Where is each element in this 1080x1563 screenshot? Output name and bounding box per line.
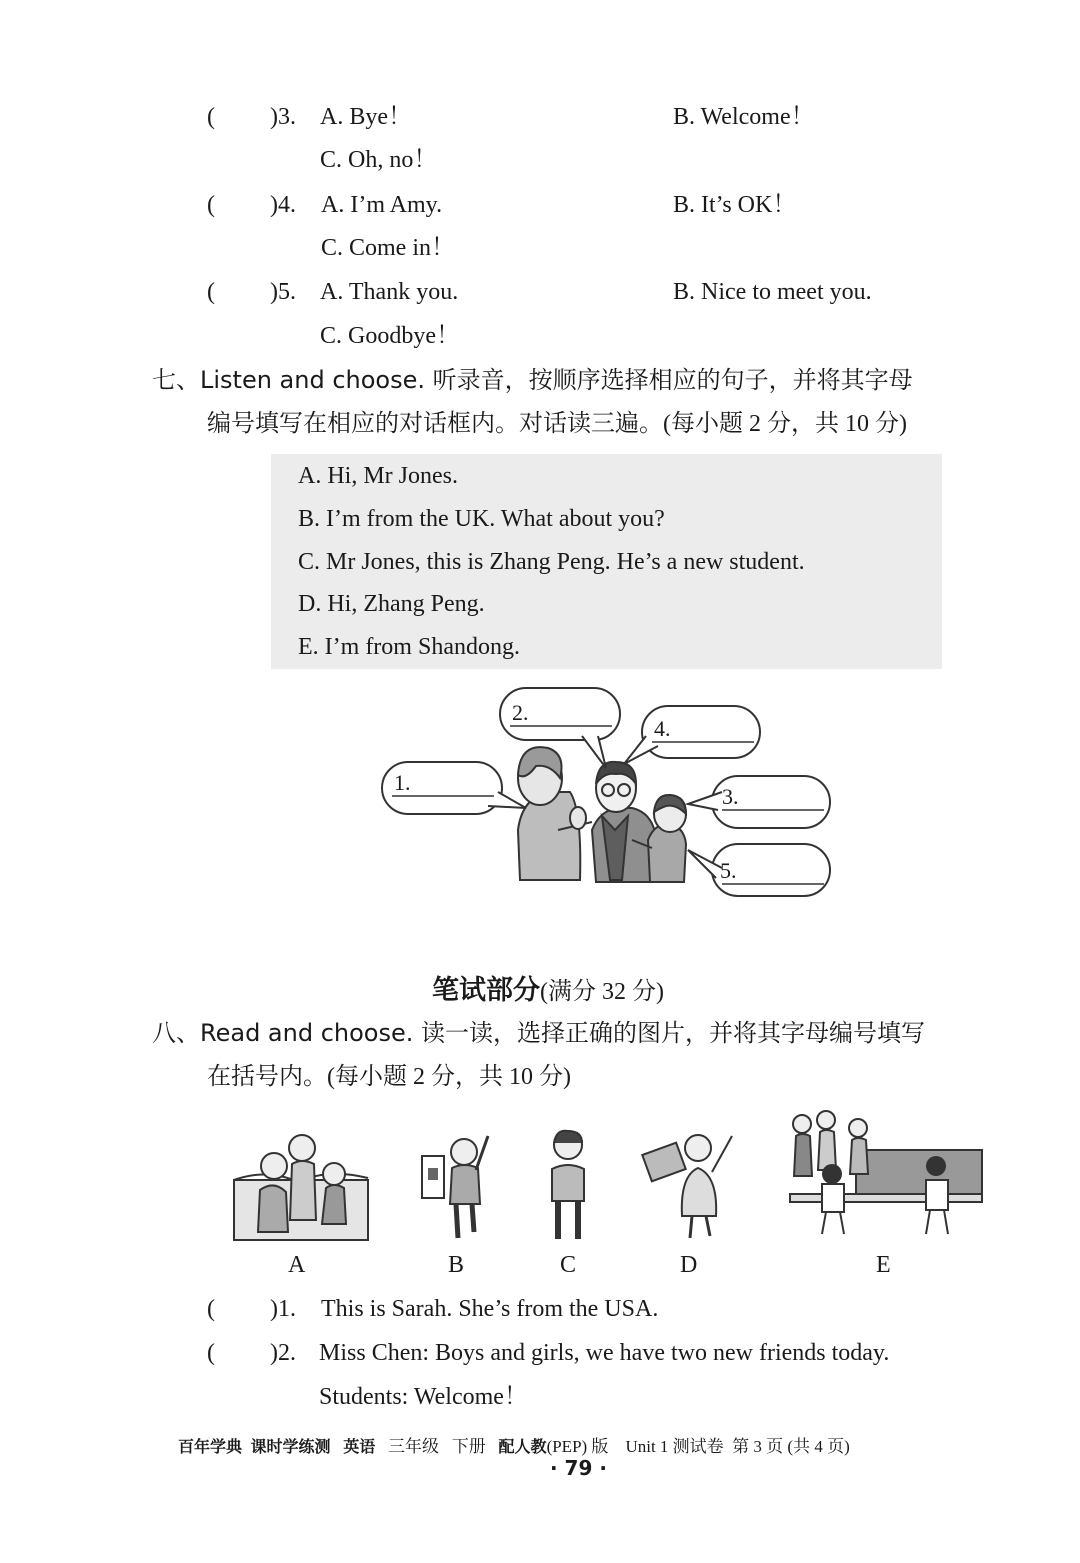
answer-paren-s8-q2[interactable]: ( bbox=[207, 1340, 215, 1366]
section8-heading-line1: 八、Read and choose. 读一读，选择正确的图片，并将其字母编号填写 bbox=[152, 1019, 926, 1047]
s8-q1-number: )1. bbox=[270, 1296, 296, 1322]
speech-bubble-3[interactable] bbox=[688, 776, 830, 828]
bubble-4-label: 4. bbox=[654, 716, 671, 741]
q5-number: )5. bbox=[270, 279, 296, 305]
speech-bubble-2[interactable] bbox=[500, 688, 620, 768]
footer-brand: 百年学典 bbox=[178, 1437, 243, 1456]
picture-label-d: D bbox=[680, 1252, 698, 1278]
footer-grade: 三年级 bbox=[388, 1437, 440, 1456]
s8-q1-text: This is Sarah. She’s from the USA. bbox=[321, 1296, 659, 1322]
speech-bubble-5[interactable] bbox=[688, 844, 830, 896]
answer-paren-q3[interactable]: ( bbox=[207, 104, 215, 130]
man-figure bbox=[592, 762, 655, 882]
q5-option-a: A. Thank you. bbox=[320, 279, 459, 305]
section7-option-b: B. I’m from the UK. What about you? bbox=[298, 506, 665, 532]
q3-number: )3. bbox=[270, 104, 296, 130]
bubble-2-label: 2. bbox=[512, 700, 529, 725]
section7-option-e: E. I’m from Shandong. bbox=[298, 634, 520, 660]
dialogue-illustration bbox=[370, 680, 850, 900]
q4-option-c: C. Come in！ bbox=[321, 235, 456, 261]
section8-points: (每小题 2 分，共 10 分) bbox=[327, 1064, 571, 1090]
written-part-title: 笔试部分(满分 32 分) bbox=[432, 975, 664, 1006]
picture-a[interactable] bbox=[228, 1120, 373, 1245]
page-number: · 79 · bbox=[550, 1456, 607, 1480]
picture-c[interactable] bbox=[540, 1125, 600, 1245]
footer-edition: (PEP) 版 bbox=[546, 1437, 609, 1456]
section7-option-c: C. Mr Jones, this is Zhang Peng. He’s a new student. bbox=[298, 549, 805, 575]
picture-d[interactable] bbox=[640, 1120, 740, 1245]
q3-option-a: A. Bye！ bbox=[320, 104, 412, 130]
section7-option-d: D. Hi, Zhang Peng. bbox=[298, 591, 485, 617]
section7-points: (每小题 2 分，共 10 分) bbox=[663, 411, 907, 437]
picture-label-a: A bbox=[288, 1252, 306, 1278]
bubble-3-label: 3. bbox=[722, 784, 739, 809]
q3-option-b: B. Welcome！ bbox=[673, 104, 815, 130]
answer-paren-q5[interactable]: ( bbox=[207, 279, 215, 305]
picture-b[interactable] bbox=[420, 1120, 500, 1245]
q5-option-c: C. Goodbye！ bbox=[320, 323, 460, 349]
footer bbox=[178, 1432, 850, 1457]
q5-option-b: B. Nice to meet you. bbox=[673, 279, 872, 305]
section7-heading-line1: 七、Listen and choose. 听录音，按顺序选择相应的句子，并将其字母 bbox=[152, 366, 913, 394]
footer-edition-prefix: 配人教 bbox=[498, 1437, 547, 1456]
section7-heading-line2: 编号填写在相应的对话框内。对话读三遍。(每小题 2 分，共 10 分) bbox=[207, 409, 907, 437]
bubble-5-label: 5. bbox=[720, 858, 737, 883]
teacher-figure bbox=[518, 747, 592, 880]
footer-unit: Unit 1 测试卷 bbox=[625, 1437, 724, 1456]
footer-series: 课时学练测 bbox=[250, 1437, 331, 1456]
answer-paren-s8-q1[interactable]: ( bbox=[207, 1296, 215, 1322]
footer-volume: 下册 bbox=[451, 1437, 486, 1456]
q4-number: )4. bbox=[270, 192, 296, 218]
footer-subject: 英语 bbox=[343, 1437, 376, 1456]
footer-page-info: 第 3 页 (共 4 页) bbox=[732, 1437, 850, 1456]
picture-label-b: B bbox=[448, 1252, 465, 1278]
bubble-1-label: 1. bbox=[394, 770, 411, 795]
section7-option-a: A. Hi, Mr Jones. bbox=[298, 463, 458, 489]
written-part-subtitle: (满分 32 分) bbox=[540, 979, 664, 1005]
speech-bubble-4[interactable] bbox=[624, 706, 760, 764]
s8-q2-number: )2. bbox=[270, 1340, 296, 1366]
q4-option-b: B. It’s OK！ bbox=[673, 192, 797, 218]
section8-heading-line2: 在括号内。(每小题 2 分，共 10 分) bbox=[207, 1062, 571, 1090]
speech-bubble-1[interactable] bbox=[382, 762, 526, 814]
s8-q2-line1: Miss Chen: Boys and girls, we have two new friends today. bbox=[319, 1340, 890, 1366]
answer-paren-q4[interactable]: ( bbox=[207, 192, 215, 218]
picture-label-c: C bbox=[560, 1252, 577, 1278]
picture-label-e: E bbox=[876, 1252, 891, 1278]
q3-option-c: C. Oh, no！ bbox=[320, 147, 438, 173]
q4-option-a: A. I’m Amy. bbox=[321, 192, 443, 218]
picture-e[interactable] bbox=[786, 1110, 986, 1245]
s8-q2-line2: Students: Welcome！ bbox=[319, 1384, 528, 1410]
section7-options-box bbox=[271, 454, 942, 669]
